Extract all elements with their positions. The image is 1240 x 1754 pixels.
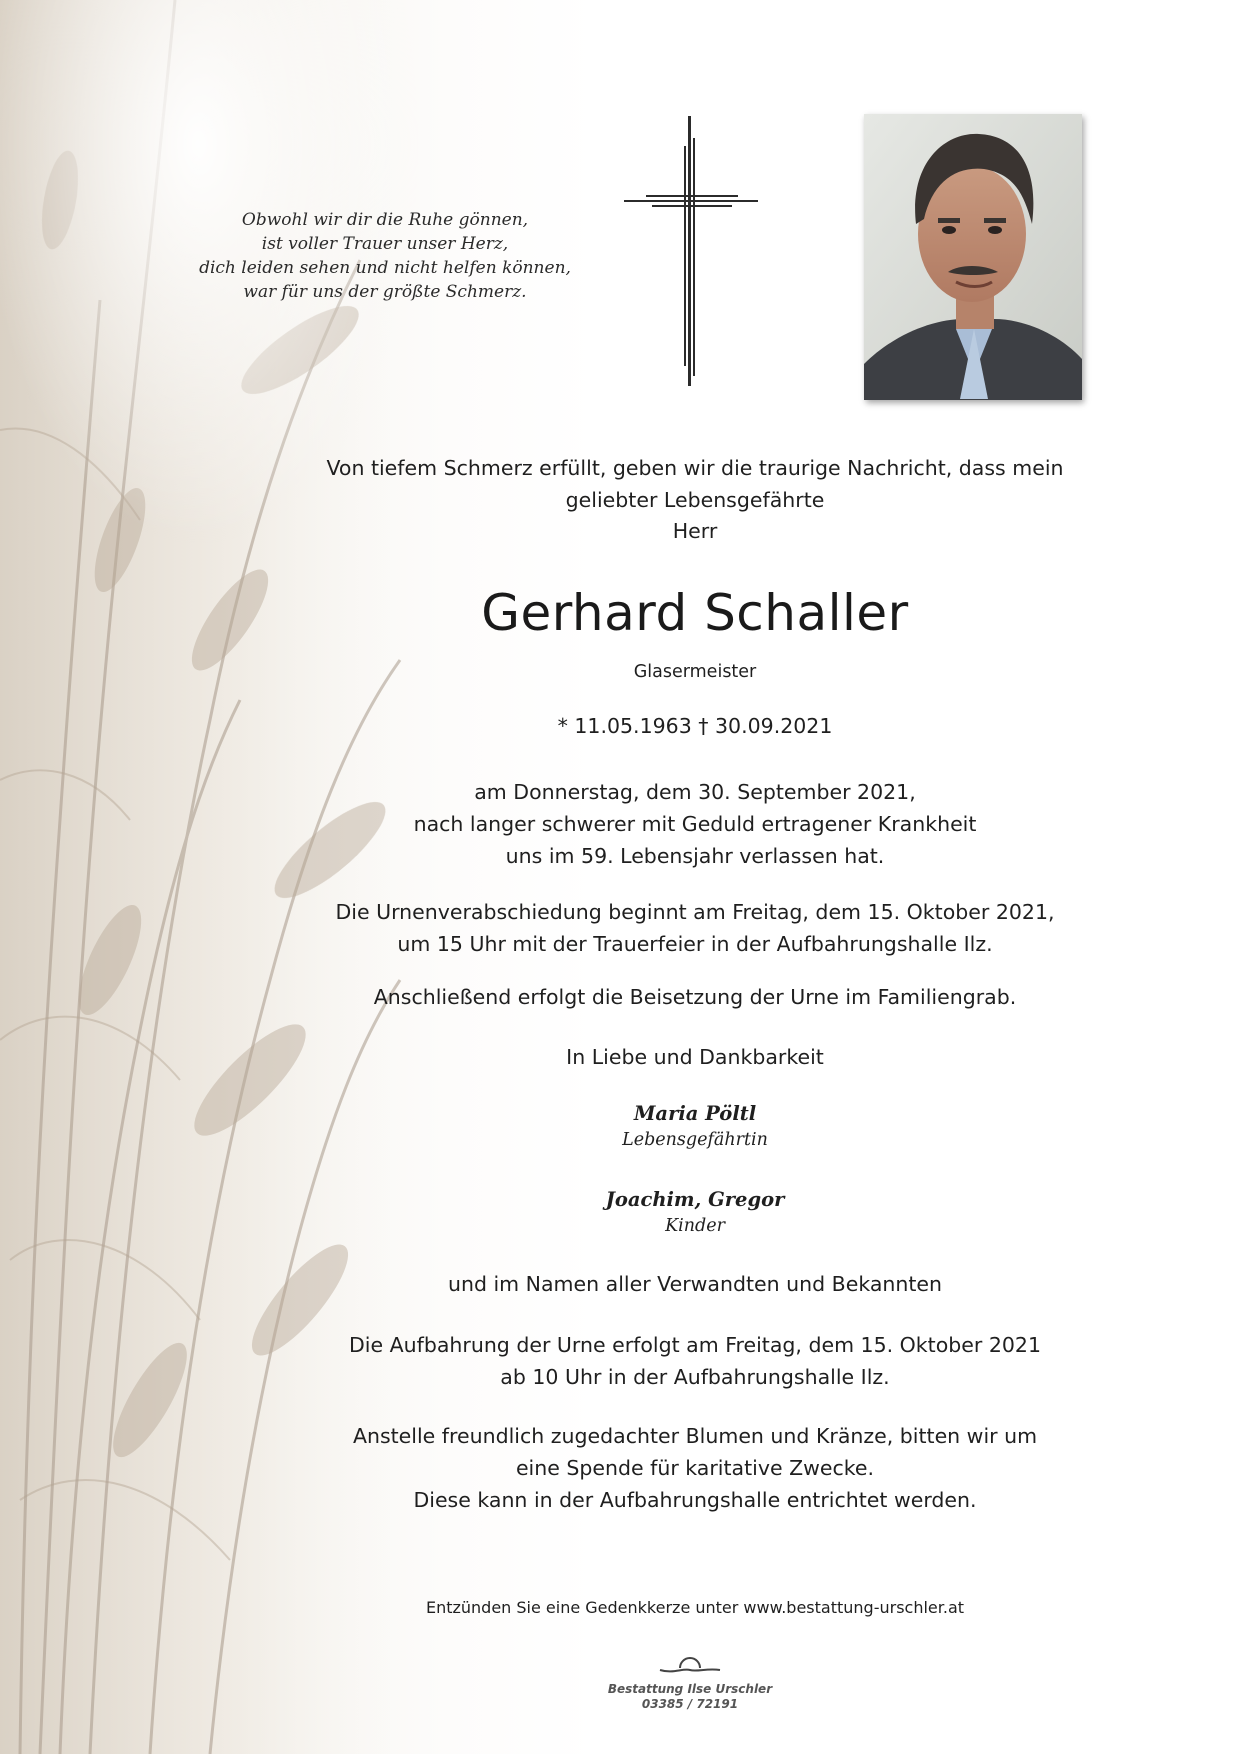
death-text-line: am Donnerstag, dem 30. September 2021, bbox=[474, 780, 916, 804]
farewell-line: Die Urnenverabschiedung beginnt am Freitag, dem 15. Oktober 2021, bbox=[335, 900, 1055, 924]
mourner-name: Maria Pöltl bbox=[633, 1102, 757, 1125]
mourner-name: Joachim, Gregor bbox=[605, 1188, 785, 1211]
profession: Glasermeister bbox=[633, 662, 757, 682]
poem bbox=[170, 208, 600, 304]
viewing-line: Die Aufbahrung der Urne erfolgt am Freitag, dem 15. Oktober 2021 bbox=[348, 1333, 1041, 1357]
death-text-line: uns im 59. Lebensjahr verlassen hat. bbox=[505, 844, 885, 868]
mourner-relation: Kinder bbox=[665, 1216, 725, 1236]
deceased-name: Gerhard Schaller bbox=[481, 584, 909, 642]
intro-line: geliebter Lebensgefährte bbox=[565, 488, 825, 512]
funeral-home-name: Bestattung Ilse Urschler bbox=[607, 1682, 773, 1696]
poem-line: war für uns der größte Schmerz. bbox=[243, 282, 527, 302]
burial-text: Anschließend erfolgt die Beisetzung der Urne im Familiengrab. bbox=[373, 985, 1017, 1009]
funeral-home-logo bbox=[600, 1648, 780, 1728]
closing-text: In Liebe und Dankbarkeit bbox=[566, 1045, 824, 1069]
donation-line: Anstelle freundlich zugedachter Blumen und Kränze, bitten wir um bbox=[352, 1424, 1038, 1448]
intro-line: Von tiefem Schmerz erfüllt, geben wir die traurige Nachricht, dass mein bbox=[326, 456, 1064, 480]
memorial-candle-text: Entzünden Sie eine Gedenkkerze unter www.bestattung-urschler.at bbox=[425, 1598, 965, 1617]
life-dates: * 11.05.1963 † 30.09.2021 bbox=[557, 714, 833, 738]
death-text-line: nach langer schwerer mit Geduld ertragener Krankheit bbox=[413, 812, 977, 836]
intro-line: Herr bbox=[672, 519, 718, 543]
relatives-text: und im Namen aller Verwandten und Bekannten bbox=[447, 1272, 943, 1296]
mourner-relation: Lebensgefährtin bbox=[622, 1130, 768, 1150]
poem-line: dich leiden sehen und nicht helfen können, bbox=[199, 258, 571, 278]
cross-icon bbox=[624, 116, 758, 386]
donation-line: eine Spende für karitative Zwecke. bbox=[515, 1456, 875, 1480]
donation-line: Diese kann in der Aufbahrungshalle entrichtet werden. bbox=[413, 1488, 977, 1512]
farewell-line: um 15 Uhr mit der Trauerfeier in der Aufbahrungshalle Ilz. bbox=[397, 932, 993, 956]
sunrise-logo-icon bbox=[655, 1648, 725, 1678]
funeral-home-phone: 03385 / 72191 bbox=[641, 1697, 739, 1711]
poem-line: Obwohl wir dir die Ruhe gönnen, bbox=[241, 210, 529, 230]
poem-line: ist voller Trauer unser Herz, bbox=[261, 234, 509, 254]
portrait-photo bbox=[864, 114, 1082, 400]
viewing-line: ab 10 Uhr in der Aufbahrungshalle Ilz. bbox=[500, 1365, 890, 1389]
